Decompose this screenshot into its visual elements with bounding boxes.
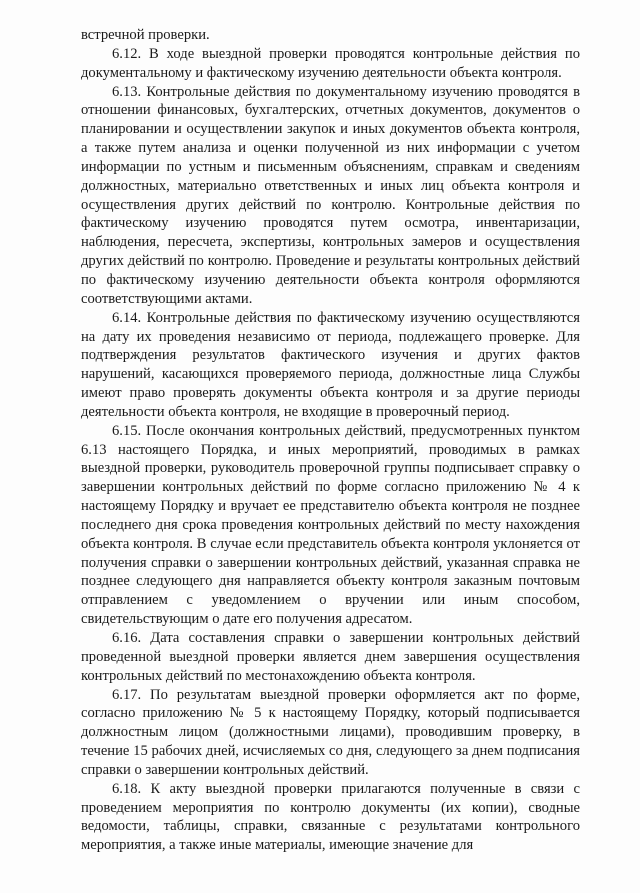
paragraph-6-18: 6.18. К акту выездной проверки прилагаются полученные в связи с проведением мероприятия по контролю документы (их копии), сводные ведомости, таблицы, справки, связанные с результатами контрольного мероприятия, а также иные материалы, имеющие значение для xyxy=(81,780,580,854)
paragraph-6-13: 6.13. Контрольные действия по документальному изучению проводятся в отношении финансовых, бухгалтерских, отчетных документов, документов о планировании и осуществлении закупок и иных документов объекта контроля, а также путем анализа и оценки полученной из них информации с учетом информации по устным и письменным объяснениям, справкам и сведениям должностных, материально ответственных и иных лиц объекта контроля и осуществления других действий по контролю. Контрольные действия по фактическому изучению проводятся путем осмотра, инвентаризации, наблюдения, пересчета, экспертизы, контрольных замеров и осуществления других действий по контролю. Проведение и результаты контрольных действий по фактическому изучению деятельности объекта контроля оформляются соответствующими актами. xyxy=(81,83,580,307)
paragraph-6-12: 6.12. В ходе выездной проверки проводятся контрольные действия по документальному и фактическому изучению деятельности объекта контроля. xyxy=(81,45,580,81)
paragraph-6-16: 6.16. Дата составления справки о завершении контрольных действий проведенной выездной проверки является днем завершения осуществления контрольных действий по местонахождению объекта контроля. xyxy=(81,630,580,684)
paragraph-6-17: 6.17. По результатам выездной проверки оформляется акт по форме, согласно приложению № 5 к настоящему Порядку, который подписывается должностным лицом (должностными лицами), проводившим проверку, в течение 15 рабочих дней, исчисляемых со дня, следующего за днем подписания справки о завершении контрольных действий. xyxy=(81,686,580,778)
paragraph-6-14: 6.14. Контрольные действия по фактическому изучению осуществляются на дату их проведения независимо от периода, подлежащего проверке. Для подтверждения результатов фактического изучения и других фактов нарушений, касающихся проверяемого периода, должностные лица Службы имеют право проверять документы объекта контроля и за другие периоды деятельности объекта контроля, не входящие в проверочный период. xyxy=(81,309,580,420)
paragraph-continuation: встречной проверки. xyxy=(81,27,210,43)
paragraph-6-15: 6.15. После окончания контрольных действий, предусмотренных пунктом 6.13 настоящего Порядка, и иных мероприятий, проводимых в рамках выездной проверки, руководитель проверочной группы подписывает справку о завершении контрольных действий по форме согласно приложению № 4 к настоящему Порядку и вручает ее представителю объекта контроля не позднее последнего дня срока проведения контрольных действий по месту нахождения объекта контроля. В случае если представитель объекта контроля уклоняется от получения справки о завершении контрольных действий, указанная справка не позднее следующего дня направляется объекту контроля заказным почтовым отправлением с уведомлением о вручении или иным способом, свидетельствующим о дате его получения адресатом. xyxy=(81,422,580,628)
document-body xyxy=(81,26,580,855)
